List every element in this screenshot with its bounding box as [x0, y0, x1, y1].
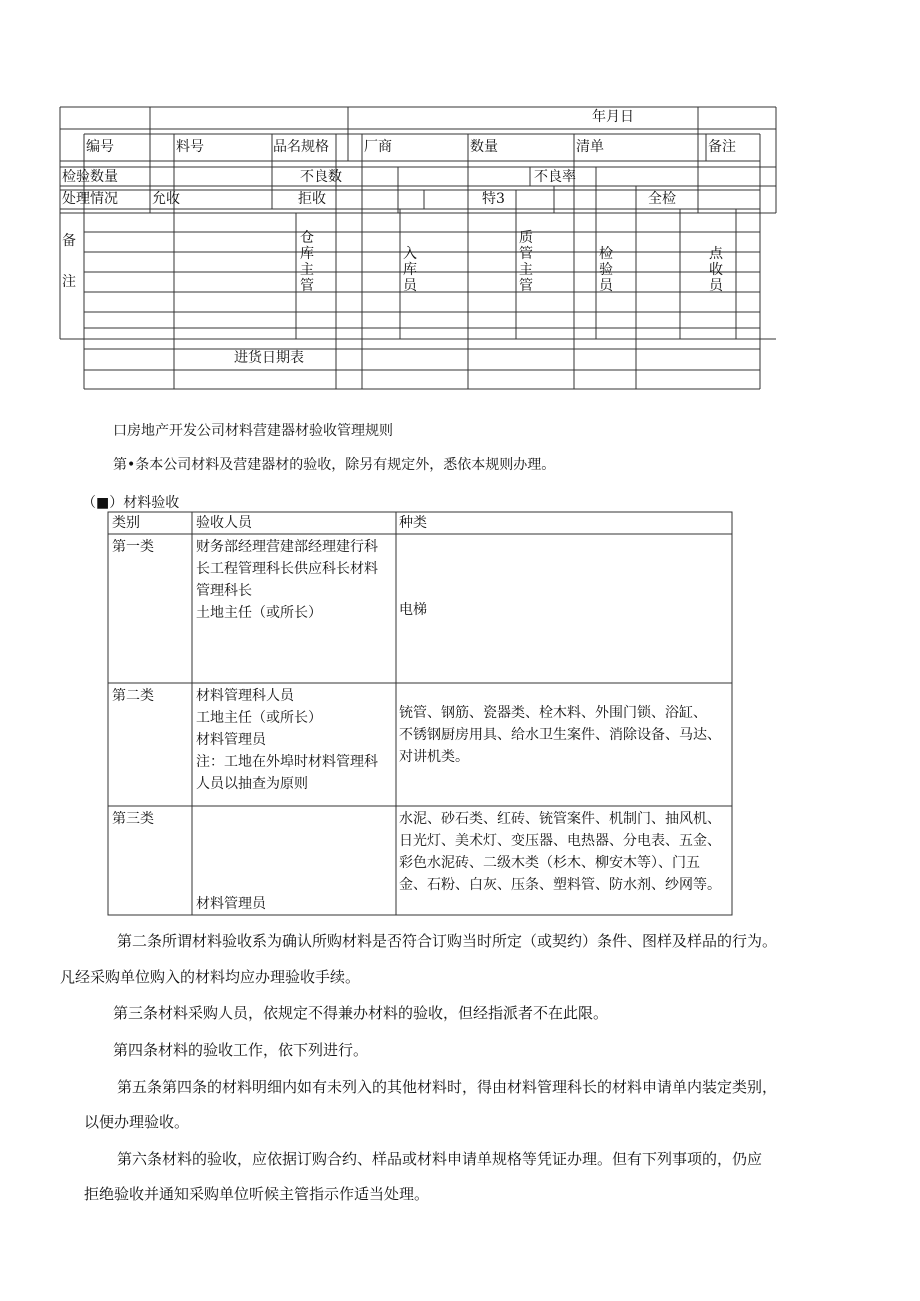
article-6-line-2: 拒绝验收并通知采购单位听候主管指示作适当处理。	[84, 1185, 430, 1203]
article-6-line-1: 第六条材料的验收，应依据订购合约、样品或材料申请单规格等凭证办理。但有下列事项的，仍应	[117, 1150, 763, 1168]
reject-label: 拒收	[298, 191, 326, 207]
inspection-qty-label: 检验数量	[62, 169, 118, 185]
table-row-1-category: 第一类	[112, 539, 154, 555]
article-5-line-1: 第五条第四条的材料明细内如有未列入的其他材料时，得由材料管理科长的材料申请单内装定类别，	[117, 1078, 778, 1096]
header-material-no: 料号	[176, 139, 204, 155]
table-row-3-types: 水泥、砂石类、红砖、铳管案件、机制门、抽风机、 日光灯、美术灯、变压器、电热器、分电表、五金、 彩色水泥砖、二级木类（杉木、柳安木等）、门五 金、石粉、白灰、压条、塑料管、防水剂、纱网等。	[399, 811, 721, 893]
form-date-label: 年月日	[592, 109, 634, 125]
remark-bei: 备	[62, 233, 76, 249]
qa-supervisor-label: 质 管 主 管	[519, 230, 533, 294]
article-4: 第四条材料的验收工作，依下列进行。	[113, 1041, 369, 1059]
table-header-category: 类别	[112, 515, 140, 531]
table-row-2-category: 第二类	[112, 688, 154, 704]
counter-label: 点 收 员	[709, 246, 723, 294]
doc-title: 口房地产开发公司材料营建器材验收管理规则	[113, 423, 393, 439]
table-row-3-staff: 材料管理员	[196, 896, 266, 912]
defect-count-label: 不良数	[300, 169, 342, 185]
article-2-line-2: 凡经采购单位购入的材料均应办理验收手续。	[60, 968, 361, 986]
header-quantity: 数量	[470, 139, 498, 155]
table-row-2-types: 铳管、钢筋、瓷器类、栓木料、外围门锁、浴缸、 不锈钢厨房用具、给水卫生案件、消除设备、马达、 对讲机类。	[399, 705, 721, 765]
table-header-staff: 验收人员	[196, 515, 252, 531]
accept-label: 允收	[152, 191, 180, 207]
section-title: （■）材料验收	[82, 495, 180, 511]
remark-zhu: 注	[62, 274, 76, 290]
handling-label: 处理情况	[62, 191, 118, 207]
article-5-line-2: 以便办理验收。	[84, 1113, 190, 1131]
article-3: 第三条材料采购人员，依规定不得兼办材料的验收，但经指派者不在此限。	[113, 1004, 609, 1022]
table-row-3-category: 第三类	[112, 811, 154, 827]
header-number: 编号	[86, 139, 114, 155]
schedule-label: 进货日期表	[234, 350, 304, 366]
table-row-1-types: 电梯	[399, 602, 427, 618]
defect-rate-label: 不良率	[534, 169, 576, 185]
special-label: 特3	[482, 191, 505, 207]
article-2-line-1: 第二条所谓材料验收系为确认所购材料是否符合订购当时所定（或契约）条件、图样及样品的行为。	[117, 932, 778, 950]
table-row-1-staff: 财务部经理营建部经理建行科 长工程管理科长供应科长材料 管理科长 土地主任（或所长）	[196, 539, 378, 621]
warehouse-supervisor-label: 仓 库 主 管	[300, 230, 314, 294]
header-vendor: 厂商	[364, 139, 392, 155]
table-row-2-staff: 材料管理科人员 工地主任（或所长） 材料管理员 注：工地在外埠时材料管理科 人员以抽查为原则	[196, 688, 378, 792]
table-header-types: 种类	[399, 515, 427, 531]
inspector-label: 检 验 员	[599, 246, 613, 294]
stock-clerk-label: 入 库 员	[403, 246, 417, 294]
header-remarks: 备注	[708, 139, 736, 155]
article-1: 第•条本公司材料及营建器材的验收，除另有规定外，悉依本规则办理。	[113, 457, 556, 473]
full-inspect-label: 全检	[648, 191, 676, 207]
header-list: 清单	[576, 139, 604, 155]
header-name-spec: 品名规格	[273, 139, 329, 155]
